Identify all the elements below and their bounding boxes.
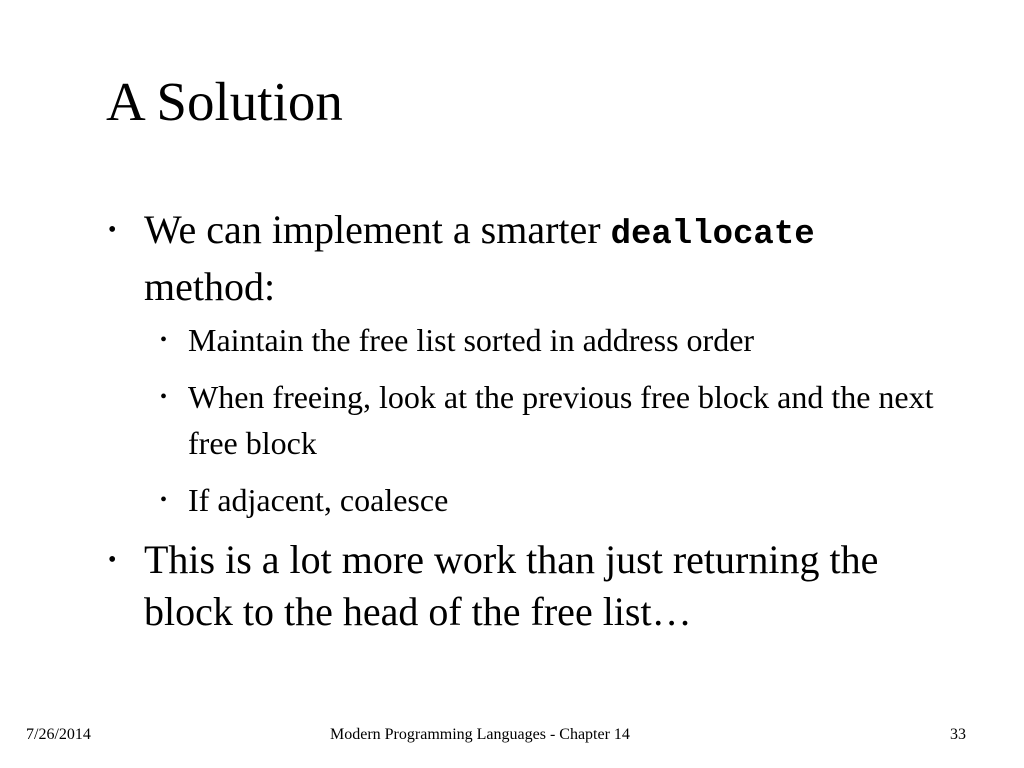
footer-date: 7/26/2014: [26, 726, 91, 743]
slide-number: 33: [950, 726, 966, 743]
sub-bullet-item-1: [144, 317, 960, 363]
sub-bullet-text: When freeing, look at the previous free block and the next free block: [188, 379, 934, 461]
sub-bullet-list: [144, 317, 960, 523]
code-deallocate: deallocate: [610, 216, 815, 254]
sub-bullet-item-3: [144, 477, 960, 523]
sub-bullet-item-2: [144, 374, 960, 466]
bullet-text: This is a lot more work than just returning the block to the head of the free list…: [144, 537, 879, 634]
slide-title: A Solution: [106, 71, 343, 132]
bullet-text: We can implement a smarter: [144, 207, 611, 252]
sub-bullet-marker: •: [160, 386, 168, 408]
bullet-text-continued: method:: [144, 264, 276, 309]
sub-bullet-marker: •: [160, 329, 168, 351]
bullet-marker: •: [108, 217, 117, 243]
sub-bullet-text: If adjacent, coalesce: [188, 482, 449, 518]
bullet-marker: •: [108, 547, 117, 573]
footer-title: Modern Programming Languages - Chapter 14: [330, 726, 630, 743]
sub-bullet-text: Maintain the free list sorted in address order: [188, 322, 755, 358]
bullet-list: [100, 204, 960, 642]
sub-bullet-marker: •: [160, 489, 168, 511]
bullet-item-2: [100, 534, 960, 638]
bullet-item-1: [100, 204, 960, 523]
